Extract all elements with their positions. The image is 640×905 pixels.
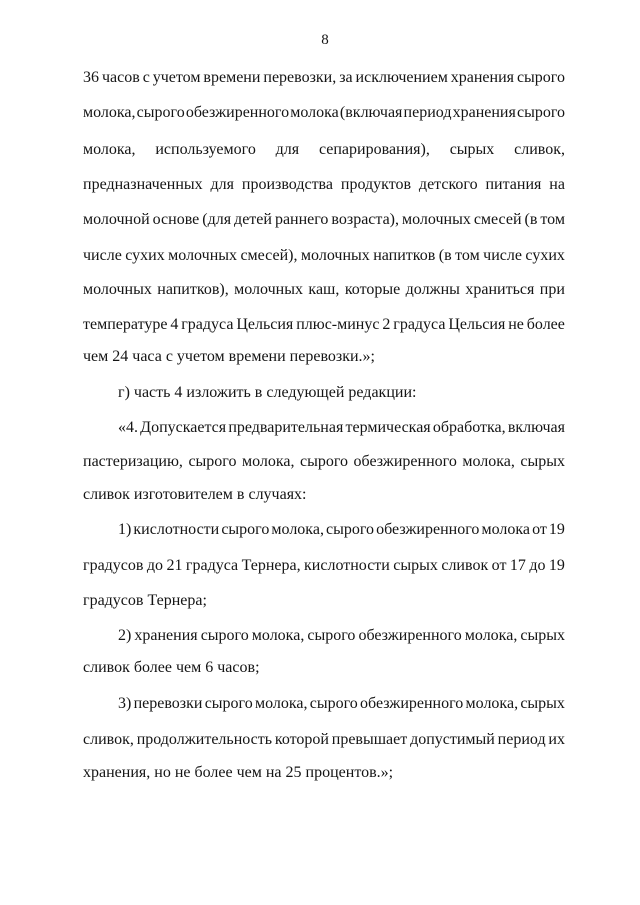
text-line: градусов до 21 градуса Тернера, кислотности сырых сливок от 17 до 19 — [83, 557, 565, 574]
text-line: температуре 4 градуса Цельсия плюс-минус 2 градуса Цельсия не более — [83, 316, 565, 333]
text-line: молочной основе (для детей раннего возраста), молочных смесей (в том — [83, 211, 565, 228]
text-line: «4. Допускается предварительная термическая обработка, включая — [118, 419, 565, 436]
text-line: г) часть 4 изложить в следующей редакции: — [118, 384, 417, 401]
text-line: сливок, продолжительность которой превышает допустимый период их — [83, 731, 565, 748]
text-line: числе сухих молочных смесей), молочных напитков (в том числе сухих — [83, 247, 565, 264]
text-line: градусов Тернера; — [83, 592, 207, 609]
text-line: молочных напитков), молочных каш, которые должны храниться при — [83, 281, 565, 298]
text-line: 3) перевозки сырого молока, сырого обезжиренного молока, сырых — [118, 695, 565, 712]
text-line: молока, используемого для сепарирования), сырых сливок, — [83, 141, 565, 158]
text-line: 1) кислотности сырого молока, сырого обезжиренного молока от 19 — [118, 521, 565, 538]
text-line: хранения, но не более чем на 25 процентов.»; — [83, 764, 394, 781]
text-line: 36 часов с учетом времени перевозки, за исключением хранения сырого — [83, 69, 565, 86]
text-line: чем 24 часа с учетом времени перевозки.»; — [83, 348, 375, 365]
text-line: предназначенных для производства продуктов детского питания на — [83, 176, 565, 193]
text-line: сливок изготовителем в случаях: — [83, 486, 307, 503]
text-line: пастеризацию, сырого молока, сырого обезжиренного молока, сырых — [83, 453, 565, 470]
text-line: молока, сырого обезжиренного молока (включая период хранения сырого — [83, 104, 565, 121]
page-number: 8 — [321, 32, 329, 48]
text-line: 2) хранения сырого молока, сырого обезжиренного молока, сырых — [118, 627, 565, 644]
text-line: сливок более чем 6 часов; — [83, 659, 260, 676]
